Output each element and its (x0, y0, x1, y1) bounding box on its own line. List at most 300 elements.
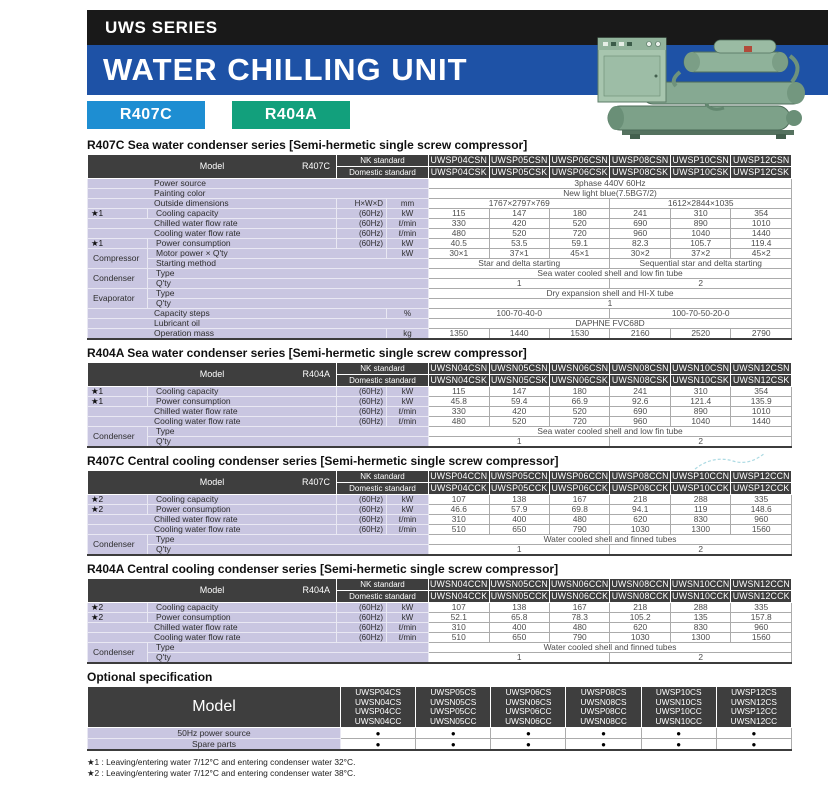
model-name: UWSP04CSN (430, 155, 488, 165)
value-cell: 960 (731, 623, 792, 633)
model-header-cell: Model (88, 687, 341, 728)
value-cell: 310 (670, 209, 730, 219)
frequency-label: (60Hz) (337, 613, 387, 623)
unit-label: ℓ/min (387, 633, 429, 643)
spec-row (88, 515, 792, 525)
availability-dot: ● (566, 728, 641, 739)
value-cell: 94.1 (610, 505, 670, 515)
chiller-lower-vessel (608, 106, 802, 130)
value-cell: 2 (610, 279, 792, 289)
value-cell: 2 (610, 653, 792, 664)
model-name: UWSN12CCK (732, 591, 790, 601)
refrigerant-label: R407C (302, 161, 331, 171)
value-cell: 1 (429, 299, 792, 309)
value-cell: 59.1 (549, 239, 609, 249)
model-header-cell (88, 579, 337, 603)
value-cell: 52.1 (429, 613, 489, 623)
domestic-standard-label: Domestic standard (337, 167, 429, 179)
value-cell: 3phase 440V 60Hz (429, 179, 792, 189)
model-name-stack (416, 687, 491, 728)
value-cell: New light blue(7.5BG7/2) (429, 189, 792, 199)
footnote-star2: ★2 : Leaving/entering water 7/12°C and entering condenser water 38°C. (87, 767, 356, 778)
model-name: UWSP12CSN (732, 155, 790, 165)
row-label: Cooling water flow rate (88, 633, 337, 643)
spec-row (88, 199, 792, 209)
value-cell: 1612×2844×1035 (610, 199, 792, 209)
frequency-label: (60Hz) (337, 239, 387, 249)
value-cell: 1 (429, 653, 610, 664)
value-cell: 1010 (731, 407, 792, 417)
model-name: UWSN04CC (354, 715, 402, 726)
spec-row (88, 329, 792, 340)
spec-row (88, 279, 792, 289)
value-cell: 157.8 (731, 613, 792, 623)
model-name: UWSN08CC (580, 715, 627, 726)
value-cell: 510 (429, 633, 489, 643)
model-name-stack (716, 687, 791, 728)
model-name: UWSN12CSN (732, 363, 790, 373)
unit-label: kW (387, 603, 429, 613)
row-label: Type (148, 427, 429, 437)
availability-dot: ● (566, 739, 641, 751)
availability-dot: ● (341, 739, 416, 751)
value-cell: 330 (429, 407, 489, 417)
value-cell: 167 (549, 603, 609, 613)
model-name: UWSP10CC (655, 706, 702, 716)
availability-dot: ● (641, 739, 716, 751)
refrigerant-label: R404A (302, 369, 331, 379)
value-cell: 400 (489, 623, 549, 633)
spec-row (88, 653, 792, 664)
value-cell: 1040 (670, 417, 730, 427)
row-label: Starting method (148, 259, 429, 269)
optional-row-label: 50Hz power source (88, 728, 341, 739)
value-cell: 1440 (731, 229, 792, 239)
row-label: Chilled water flow rate (88, 407, 337, 417)
model-name: UWSP12CSK (731, 167, 792, 179)
row-label: Type (148, 535, 429, 545)
row-label: Chilled water flow rate (88, 515, 337, 525)
value-cell: 520 (549, 407, 609, 417)
section-title: R407C Central cooling condenser series [Semi-hermetic single screw compressor] (87, 454, 559, 468)
value-cell: 1 (429, 545, 610, 556)
spec-row (88, 623, 792, 633)
model-name: UWSN12CSK (732, 375, 790, 385)
value-cell: Star and delta starting (429, 259, 610, 269)
value-cell: 100-70-50-20-0 (610, 309, 792, 319)
value-cell: DAPHNE FVC68D (429, 319, 792, 329)
row-label: Chilled water flow rate (88, 623, 337, 633)
model-name-stack (641, 687, 716, 728)
nk-standard-label: NK standard (337, 363, 429, 375)
value-cell: 115 (429, 387, 489, 397)
spec-row (88, 179, 792, 189)
spec-row (88, 545, 792, 556)
model-label: Model (199, 477, 225, 487)
value-cell: Water cooled shell and finned tubes (429, 535, 792, 545)
row-label: Q'ty (148, 653, 429, 664)
value-cell: 480 (429, 229, 489, 239)
model-name: UWSP08CS (580, 687, 627, 697)
frequency-label: (60Hz) (337, 229, 387, 239)
model-name: UWSN08CS (580, 696, 627, 707)
unit-label: kW (387, 209, 429, 219)
model-name: UWSN10CS (655, 696, 702, 707)
spec-row (88, 309, 792, 319)
model-name: UWSN05CCK (490, 591, 548, 601)
value-cell: 480 (549, 515, 609, 525)
model-name: UWSP05CS (430, 687, 477, 697)
unit-label: ℓ/min (387, 417, 429, 427)
star-mark: ★1 (88, 397, 148, 407)
model-name: UWSN06CC (505, 715, 552, 726)
value-cell: 1010 (731, 219, 792, 229)
value-cell: 78.3 (549, 613, 609, 623)
unit-label: kW (387, 397, 429, 407)
product-photo (596, 22, 811, 140)
model-label: Model (199, 161, 225, 171)
value-cell: 420 (489, 407, 549, 417)
section-title: R404A Central cooling condenser series [Semi-hermetic single screw compressor] (87, 562, 559, 576)
value-cell: 420 (489, 219, 549, 229)
model-name: UWSP08CSN (611, 155, 669, 165)
spec-row (88, 249, 792, 259)
refrigerant-label: R407C (302, 477, 331, 487)
value-cell: 82.3 (610, 239, 670, 249)
model-name: UWSP04CSK (429, 167, 489, 179)
value-cell: 180 (549, 387, 609, 397)
footnotes (87, 757, 792, 778)
availability-dot: ● (641, 728, 716, 739)
model-name: UWSP10CSK (670, 167, 730, 179)
unit-label: kW (387, 249, 429, 259)
frequency-label: (60Hz) (337, 219, 387, 229)
spec-block-r407c-sea (87, 138, 792, 340)
value-cell: 335 (731, 603, 792, 613)
row-label: Power consumption (148, 505, 337, 515)
model-name: UWSN06CSN (551, 363, 609, 373)
row-label: Power consumption (148, 613, 337, 623)
frequency-label: (60Hz) (337, 525, 387, 535)
value-cell: 520 (489, 417, 549, 427)
model-name: UWSP08CC (580, 706, 627, 716)
nk-standard-label: NK standard (337, 471, 429, 483)
value-cell: 2 (610, 437, 792, 448)
row-label: Type (148, 289, 429, 299)
value-cell: 30×2 (610, 249, 670, 259)
value-cell: 37×2 (670, 249, 730, 259)
star-mark: ★2 (88, 495, 148, 505)
value-cell: 1 (429, 437, 610, 448)
model-name: UWSP05CCK (490, 483, 548, 493)
row-label: Cooling water flow rate (88, 525, 337, 535)
nk-standard-label: NK standard (337, 155, 429, 167)
model-name: UWSP10CS (655, 687, 702, 697)
value-cell: 354 (731, 387, 792, 397)
spec-row (88, 643, 792, 653)
row-label: Motor power × Q'ty (148, 249, 387, 259)
row-label: Capacity steps (88, 309, 387, 319)
model-name: UWSN06CS (505, 696, 552, 707)
value-cell: 1350 (429, 329, 489, 340)
model-label: Model (199, 369, 225, 379)
model-cell-content (88, 586, 336, 595)
value-cell: 148.6 (731, 505, 792, 515)
model-name: UWSN04CSN (430, 363, 488, 373)
model-header-row (88, 155, 792, 167)
unit-label: % (387, 309, 429, 319)
spec-row (88, 209, 792, 219)
model-name: UWSP12CS (731, 687, 777, 697)
model-name: UWSN05CSK (490, 375, 548, 385)
value-cell: 57.9 (489, 505, 549, 515)
model-name: UWSN10CSN (672, 363, 730, 373)
row-label: Operation mass (88, 329, 387, 340)
value-cell: 119 (670, 505, 730, 515)
row-label: Lubricant oil (88, 319, 429, 329)
model-name: UWSN10CCN (671, 579, 730, 589)
model-name: UWSP12CCK (732, 483, 790, 493)
row-label: Cooling capacity (148, 387, 337, 397)
row-label: Cooling water flow rate (88, 417, 337, 427)
value-cell: Sequential star and delta starting (610, 259, 792, 269)
footnote-star1: ★1 : Leaving/entering water 7/12°C and entering condenser water 32°C. (87, 757, 356, 767)
optional-specification-block (87, 670, 792, 751)
spec-row (88, 219, 792, 229)
model-name: UWSN08CCK (611, 591, 669, 601)
value-cell: 218 (610, 495, 670, 505)
availability-dot: ● (416, 728, 491, 739)
model-name: UWSP06CSK (549, 167, 609, 179)
value-cell: 1440 (489, 329, 549, 340)
value-cell: 790 (549, 525, 609, 535)
spec-row (88, 319, 792, 329)
row-label: Q'ty (148, 545, 429, 556)
section-title: R407C Sea water condenser series [Semi-hermetic single screw compressor] (87, 138, 528, 152)
spec-row (88, 437, 792, 448)
value-cell: 1030 (610, 525, 670, 535)
model-name: UWSP05CC (430, 706, 477, 716)
group-label: Evaporator (88, 289, 148, 309)
value-cell: 830 (670, 515, 730, 525)
model-label: Model (199, 585, 225, 595)
series-label: UWS SERIES (105, 17, 218, 37)
value-cell: 1767×2797×769 (429, 199, 610, 209)
value-cell: 400 (489, 515, 549, 525)
refrigerant-label: R404A (302, 585, 331, 595)
value-cell: 59.4 (489, 397, 549, 407)
spec-row (88, 417, 792, 427)
value-cell: 620 (610, 515, 670, 525)
model-name: UWSN05CS (430, 696, 477, 707)
value-cell: 107 (429, 603, 489, 613)
model-name: UWSN10CSK (672, 375, 729, 385)
value-cell: 510 (429, 525, 489, 535)
value-cell: 135.9 (731, 397, 792, 407)
value-cell: 40.5 (429, 239, 489, 249)
value-cell: 1300 (670, 525, 730, 535)
value-cell: 520 (549, 219, 609, 229)
value-cell: 45.8 (429, 397, 489, 407)
row-label: Chilled water flow rate (88, 219, 337, 229)
spec-row (88, 525, 792, 535)
spec-table-r404a-sea-water (87, 362, 792, 448)
value-cell: 1530 (549, 329, 609, 340)
model-name: UWSP10CSN (672, 155, 729, 165)
model-name: UWSP08CSK (610, 167, 670, 179)
model-name-stack (491, 687, 566, 728)
group-label: Condenser (88, 427, 148, 448)
value-cell: 1030 (610, 633, 670, 643)
model-name: UWSP06CS (505, 687, 552, 697)
frequency-label: (60Hz) (337, 505, 387, 515)
optional-row-label: Spare parts (88, 739, 341, 751)
model-name: UWSP05CSK (489, 167, 549, 179)
spec-table-r407c-sea-water (87, 154, 792, 340)
value-cell: 180 (549, 209, 609, 219)
value-cell: 100-70-40-0 (429, 309, 610, 319)
optional-specification-table (87, 686, 792, 751)
row-label: Q'ty (148, 437, 429, 448)
value-cell: 335 (731, 495, 792, 505)
model-name: UWSN12CS (730, 696, 777, 707)
model-name: UWSP12CC (730, 706, 777, 716)
value-cell: 2790 (731, 329, 792, 340)
model-header-row (88, 471, 792, 483)
unit-label: kW (387, 387, 429, 397)
value-cell: 480 (429, 417, 489, 427)
model-name: UWSN10CC (655, 715, 702, 726)
spec-row (88, 387, 792, 397)
star-mark: ★2 (88, 603, 148, 613)
model-header-cell (88, 363, 337, 387)
value-cell: 720 (549, 229, 609, 239)
unit-label: ℓ/min (387, 229, 429, 239)
row-label: Cooling capacity (148, 495, 337, 505)
spec-table-r404a-central-cooling (87, 578, 792, 664)
value-cell: 107 (429, 495, 489, 505)
star-mark: ★1 (88, 387, 148, 397)
model-header-cell (88, 155, 337, 179)
chiller-control-cabinet (598, 38, 666, 102)
frequency-label: (60Hz) (337, 515, 387, 525)
value-cell: 1 (429, 279, 610, 289)
frequency-label: (60Hz) (337, 495, 387, 505)
value-cell: 115 (429, 209, 489, 219)
value-cell: 690 (610, 219, 670, 229)
spec-row (88, 239, 792, 249)
refrigerant-badge-r404a: R404A (232, 101, 350, 129)
row-label: Q'ty (148, 279, 429, 289)
model-name: UWSP10CCK (672, 483, 729, 493)
model-header-row (88, 363, 792, 375)
availability-dot: ● (416, 739, 491, 751)
model-name: UWSP06CC (505, 706, 552, 716)
row-label: Painting color (88, 189, 429, 199)
model-name: UWSN08CSN (611, 363, 669, 373)
value-cell: 241 (610, 209, 670, 219)
model-name: UWSP04CS (355, 687, 401, 697)
value-cell: 135 (670, 613, 730, 623)
model-name: UWSP06CCK (551, 483, 608, 493)
group-label: Condenser (88, 269, 148, 289)
spec-block-r404a-central (87, 562, 792, 664)
unit-label: kW (387, 239, 429, 249)
value-cell: 30×1 (429, 249, 489, 259)
unit-label: kg (387, 329, 429, 340)
model-name: UWSN06CSK (551, 375, 608, 385)
model-name: UWSN12CCN (732, 579, 790, 589)
optional-row (88, 739, 792, 751)
model-name: UWSP04CCN (430, 471, 488, 481)
row-label: Cooling capacity (148, 209, 337, 219)
unit-label: kW (387, 505, 429, 515)
model-name: UWSN04CSK (430, 375, 488, 385)
domestic-standard-label: Domestic standard (337, 375, 429, 387)
frequency-label: (60Hz) (337, 603, 387, 613)
frequency-label: (60Hz) (337, 387, 387, 397)
spec-row (88, 427, 792, 437)
model-cell-content (88, 478, 336, 487)
value-cell: 960 (610, 229, 670, 239)
row-label: Cooling capacity (148, 603, 337, 613)
optional-row (88, 728, 792, 739)
value-cell: 354 (731, 209, 792, 219)
unit-label: ℓ/min (387, 623, 429, 633)
value-cell: 790 (549, 633, 609, 643)
model-name: UWSP04CC (355, 706, 402, 716)
value-cell: 218 (610, 603, 670, 613)
value-cell: 2 (610, 545, 792, 556)
model-name: UWSN04CS (355, 696, 402, 707)
value-cell: Water cooled shell and finned tubes (429, 643, 792, 653)
model-name: UWSN05CC (429, 715, 477, 726)
spec-row (88, 407, 792, 417)
model-name: UWSP08CCN (611, 471, 669, 481)
value-cell: 105.7 (670, 239, 730, 249)
row-label: Cooling water flow rate (88, 229, 337, 239)
value-cell: 45×2 (731, 249, 792, 259)
model-name: UWSP05CCN (490, 471, 548, 481)
model-name: UWSN08CCN (611, 579, 669, 589)
frequency-label: H×W×D (337, 199, 387, 209)
spec-row (88, 613, 792, 623)
value-cell: 650 (489, 525, 549, 535)
model-name: UWSP12CCN (732, 471, 790, 481)
unit-label: ℓ/min (387, 525, 429, 535)
unit-label: ℓ/min (387, 219, 429, 229)
value-cell: 46.6 (429, 505, 489, 515)
value-cell: 121.4 (670, 397, 730, 407)
row-label: Q'ty (148, 299, 429, 309)
unit-label: kW (387, 613, 429, 623)
model-name: UWSN08CSK (611, 375, 669, 385)
row-label: Power consumption (148, 397, 337, 407)
unit-label: kW (387, 495, 429, 505)
model-name-stack (566, 687, 641, 728)
nk-standard-label: NK standard (337, 579, 429, 591)
availability-dot: ● (341, 728, 416, 739)
spec-block-r407c-central (87, 454, 792, 556)
row-label: Power consumption (148, 239, 337, 249)
value-cell: 890 (670, 219, 730, 229)
section-title: Optional specification (87, 670, 213, 684)
spec-row (88, 535, 792, 545)
spec-row (88, 229, 792, 239)
row-label: Outside dimensions (88, 199, 337, 209)
optional-header-row (88, 687, 792, 728)
domestic-standard-label: Domestic standard (337, 483, 429, 495)
